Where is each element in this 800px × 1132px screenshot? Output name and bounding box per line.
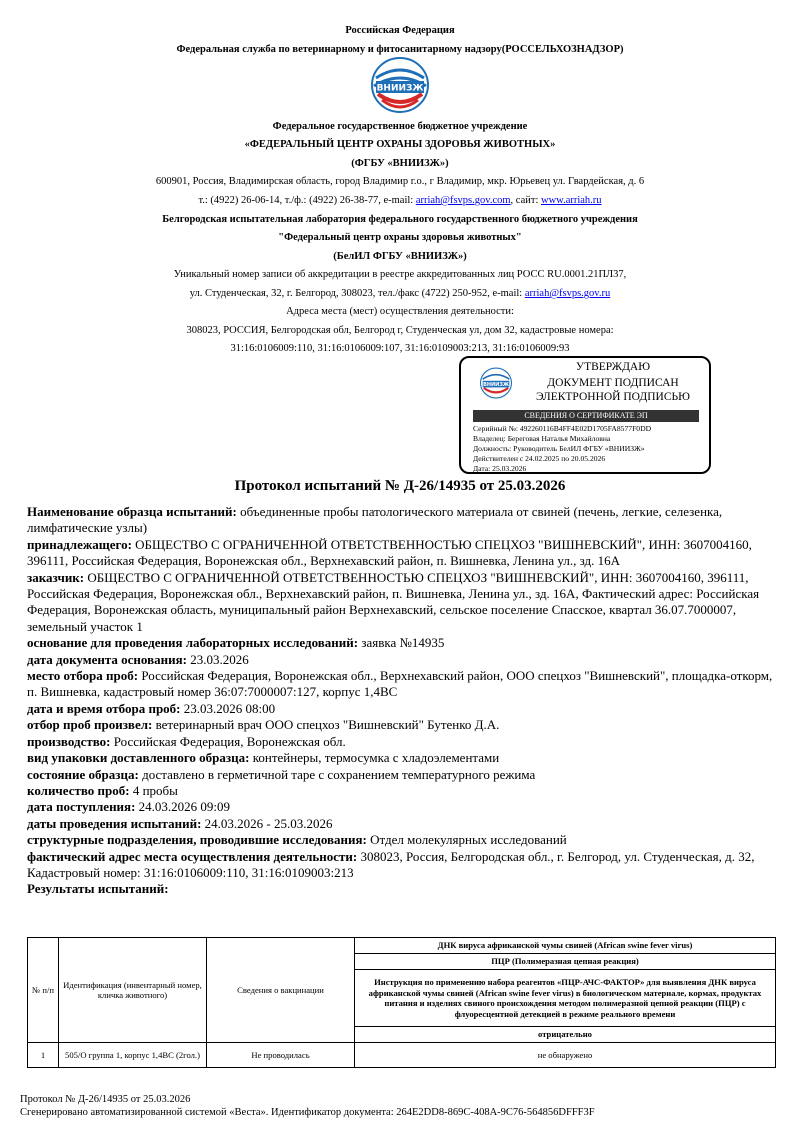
field-value: доставлено в герметичной таре с сохранением температурного режима [138,766,536,782]
field-label: принадлежащего: [27,536,132,552]
accreditation: Уникальный номер записи об аккредитации в реестре аккредитованных лиц РОСС RU.0001.21ПЛ37, [173,269,627,280]
field-value: Российская Федерация, Воронежская обл., Верхнехавский район, ООО спецхоз "Вишневский", площадка-откорм, п. Вишневка, кадастровый номер 36:07:7000007:127, корпус 1,4ВС [27,668,773,700]
footer-protocol: Протокол № Д-26/14935 от 25.03.2026 [20,1094,191,1105]
email-link[interactable]: arriah@fsvps.gov.com [415,195,511,206]
field-value: ОБЩЕСТВО С ОГРАНИЧЕННОЙ ОТВЕТСТВЕННОСТЬЮ СПЕЦХОЗ "ВИШНЕВСКИЙ", ИНН: 3607004160, 396111, Российская Федерация, Воронежская обл., Верхнехавский район, п. Вишневка, Ленина ул., зд. 16А, Фактический адрес: Российская Федерация, Воронежская область, муниципальный район Верхнехавский, сельское поселение Спасское, квартал 36.07.7000007, земельный участок 1 [27,569,760,634]
field-item [27,652,777,668]
activity-title: Адреса места (мест) осуществления деятельности: [286,306,514,317]
results-body [28,1043,776,1068]
stamp-valid: Действителен с 24.02.2025 по 20.05.2026 [473,454,606,463]
field-label: дата и время отбора проб: [27,700,181,716]
field-label: производство: [27,733,111,749]
table-row [28,1043,776,1068]
field-item [27,816,777,832]
method-header: ПЦР (Полимеразная цепная реакция) [355,954,776,970]
field-label: количество проб: [27,782,130,798]
stamp-date: Дата: 25.03.2026 [473,464,527,473]
cell-result: не обнаружено [355,1043,776,1068]
field-item [27,537,777,570]
footer-generated: Сгенерировано автоматизированной системой «Веста». Идентификатор документа: 264E2DD8-869C-408A-9C76-564856DFFF3F [20,1107,595,1118]
lab-line2: "Федеральный центр охраны здоровья животных" [278,232,522,243]
field-value: 23.03.2026 08:00 [180,700,276,716]
field-label: состояние образца: [27,766,139,782]
field-item [27,799,777,815]
contacts-mid: , сайт: [510,195,541,206]
field-label: место отбора проб: [27,668,139,684]
field-label: вид упаковки доставленного образца: [27,750,250,766]
field-label: даты проведения испытаний: [27,815,202,831]
results-table [27,937,776,1068]
stamp-owner: Владелец: Береговая Наталья Михайловна [473,434,611,443]
stamp-serial: Серийный №: 492260116B4FF4E02D1705FA8577F0DD [473,424,652,433]
field-label: основание для проведения лабораторных исследований: [27,635,359,651]
institution-short: (ФГБУ «ВНИИЗЖ») [351,158,449,169]
field-value: ОБЩЕСТВО С ОГРАНИЧЕННОЙ ОТВЕТСТВЕННОСТЬЮ СПЕЦХОЗ "ВИШНЕВСКИЙ", ИНН: 3607004160, 396111, Российская Федерация, Воронежская обл., Верхнехавский район, п. Вишневка, Ленина ул., зд. 16А [27,536,752,569]
activity-line2: 31:16:0106009:110, 31:16:0106009:107, 31:16:0109003:213, 31:16:0106009:93 [230,343,570,354]
field-value: ветеринарный врач ООО спецхоз "Вишневский" Бутенко Д.А. [152,717,500,733]
lab-short: (БелИЛ ФГБУ «ВНИИЗЖ») [333,251,467,262]
instruction-header: Инструкция по применению набора реагентов «ПЦР-АЧС-ФАКТОР» для выявления ДНК вируса африканской чумы свиней (African swine fever virus) в биологическом материале, кормах, продуктах питания и изделиях свиного происхождения методом полимеразной цепной реакции (ПЦР) с флуоресцентной детекцией в режиме реального времени [355,970,776,1027]
field-value: контейнеры, термосумка с хладоэлементами [249,750,500,766]
stamp-position: Должность: Руководитель БелИЛ ФГБУ «ВНИИЗЖ» [473,444,645,453]
stamp-title-esign: ЭЛЕКТРОННОЙ ПОДПИСЬЮ [536,391,690,403]
site-link[interactable]: www.arriah.ru [541,195,602,206]
institution-type: Федеральное государственное бюджетное учреждение [272,121,528,132]
field-item [27,701,777,717]
cell-vacc: Не проводилась [207,1043,355,1068]
stamp-logo-text: ВНИИЗЖ [483,382,509,389]
cell-num: 1 [28,1043,59,1068]
field-value: Российская Федерация, Воронежская обл. [110,733,346,749]
col-vacc-header: Сведения о вакцинации [207,938,355,1043]
field-label: дата поступления: [27,799,136,815]
stamp-title-signed: ДОКУМЕНТ ПОДПИСАН [547,377,679,389]
protocol-body [27,504,777,898]
field-item [27,734,777,750]
activity-line1: 308023, РОССИЯ, Белгородская обл, Белгород г, Студенческая ул, дом 32, кадастровые номера: [186,325,614,336]
contacts-prefix: т.: (4922) 26-06-14, т./ф.: (4922) 26-38-77, e-mail: [198,195,416,206]
col-num-header: № п/п [28,938,59,1043]
field-item [27,570,777,636]
field-label: структурные подразделения, проводившие исследования: [27,832,367,848]
field-list [27,504,777,881]
stamp-title-approve: УТВЕРЖДАЮ [575,361,651,373]
field-value: Отдел молекулярных исследований [366,832,567,848]
field-item [27,668,777,701]
field-item [27,832,777,848]
lab-address-prefix: ул. Студенческая, 32, г. Белгород, 308023, тел./факс (4722) 250-952, e-mail: [189,288,525,299]
logo-text: ВНИИЗЖ [376,83,424,94]
field-label: Наименование образца испытаний: [27,504,237,519]
field-value: 308023, Россия, Белгородская обл., г. Белгород, ул. Студенческая, д. 32, Кадастровый номер: 31:16:0106009:110, 31:16:0109003:213 [27,848,755,880]
field-label: дата документа основания: [27,651,187,667]
test-name-header: ДНК вируса африканской чумы свиней (African swine fever virus) [355,938,776,954]
stamp-cert-bar: СВЕДЕНИЯ О СЕРТИФИКАТЕ ЭП [473,410,699,422]
lab-address [0,287,800,300]
norm-header: отрицательно [355,1027,776,1043]
lab-line1: Белгородская испытательная лаборатория федерального государственного бюджетного учреждения [162,214,638,225]
results-label: Результаты испытаний: [27,881,169,897]
field-item [27,767,777,783]
field-item [27,504,777,537]
field-item [27,783,777,799]
vniizh-logo [362,56,438,114]
field-value: 24.03.2026 09:09 [135,799,231,815]
field-item [27,717,777,733]
protocol-title: Протокол испытаний № Д-26/14935 от 25.03.2026 [234,478,566,494]
footer [20,1093,595,1119]
field-value: 23.03.2026 [186,651,249,667]
field-item [27,849,777,882]
field-value: объединенные пробы патологического материала от свиней (печень, легкие, селезенка, лимфатические узлы) [27,504,723,536]
cell-id: 505/О группа 1, корпус 1,4ВС (2гол.) [59,1043,207,1068]
field-item [27,635,777,651]
institution-contacts [0,194,800,207]
field-value: 4 пробы [129,782,178,798]
lab-email-link[interactable]: arriah@fsvps.gov.ru [524,288,611,299]
country-title: Российская Федерация [345,25,455,36]
field-label: заказчик: [27,569,85,585]
service-title: Федеральная служба по ветеринарному и фитосанитарному надзору(РОССЕЛЬХОЗНАДЗОР) [176,44,624,55]
institution-name: «ФЕДЕРАЛЬНЫЙ ЦЕНТР ОХРАНЫ ЗДОРОВЬЯ ЖИВОТНЫХ» [244,139,556,150]
field-label: отбор проб произвел: [27,717,153,733]
signature-stamp [459,356,711,474]
field-item [27,750,777,766]
field-value: заявка №14935 [358,635,445,651]
institution-address: 600901, Россия, Владимирская область, город Владимир г.о., г Владимир, мкр. Юрьевец ул. Гвардейская, д. 6 [155,176,645,187]
stamp-logo [475,366,517,400]
field-label: фактический адрес места осуществления деятельности: [27,848,358,864]
col-id-header: Идентификация (инвентарный номер, кличка животного) [59,938,207,1043]
field-value: 24.03.2026 - 25.03.2026 [201,815,333,831]
